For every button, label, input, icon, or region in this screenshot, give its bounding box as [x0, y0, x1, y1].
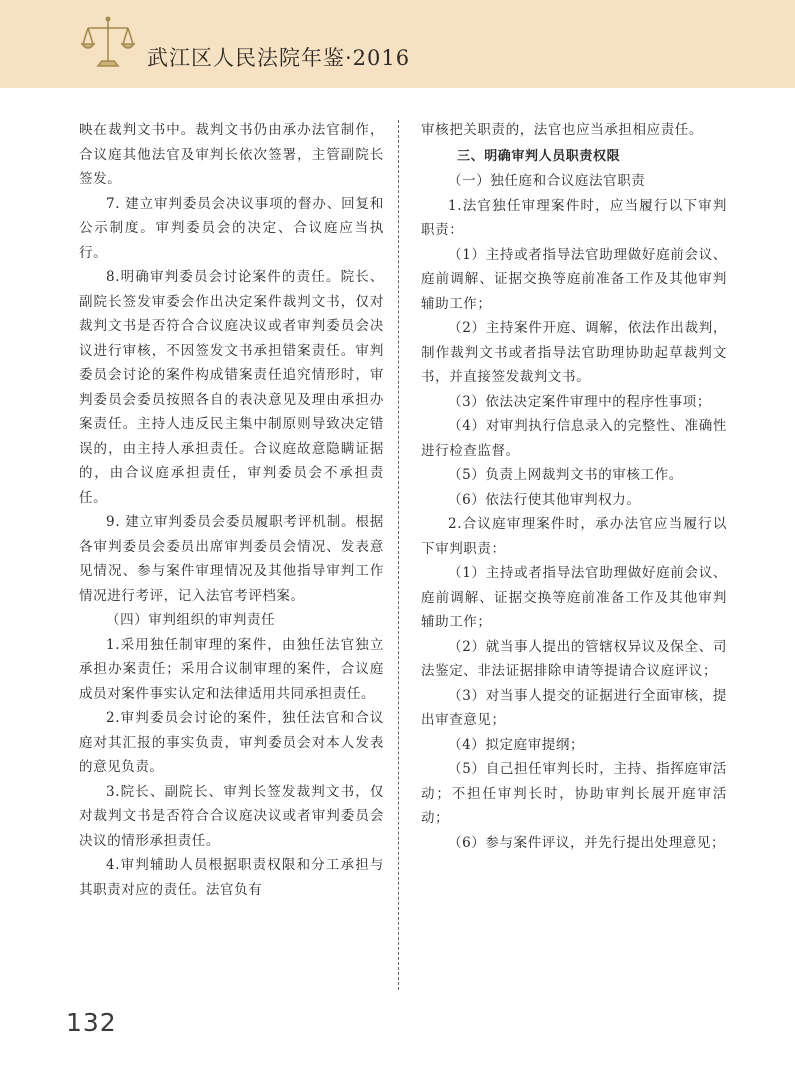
paragraph: （6）依法行使其他审判权力。: [448, 491, 641, 508]
paragraph: 映在裁判文书中。裁判文书仍由承办法官制作，合议庭其他法官及审判长依次签署，主管副院长签发。: [79, 122, 384, 187]
paragraph: 1.采用独任制审理的案件，由独任法官独立承担办案责任；采用合议制审理的案件，合议庭成员对案件事实认定和法律适用共同承担责任。: [79, 636, 384, 702]
paragraph: 审核把关职责的，法官也应当承担相应责任。: [421, 122, 703, 138]
paragraph: （5）负责上网裁判文书的审核工作。: [448, 467, 683, 483]
paragraph: （5）自己担任审判长时，主持、指挥庭审活动；不担任审判长时，协助审判长展开庭审活动；: [421, 761, 727, 826]
paragraph: 4.审判辅助人员根据职责权限和分工承担与其职责对应的责任。法官负有: [79, 857, 384, 898]
page-number: 132: [66, 1008, 117, 1037]
column-divider: [398, 120, 399, 990]
paragraph: （3）对当事人提交的证据进行全面审核，提出审查意见；: [421, 687, 727, 728]
paragraph: （1）主持或者指导法官助理做好庭前会议、庭前调解、证据交换等庭前准备工作及其他审判辅助工作；: [421, 565, 727, 630]
paragraph: （四）审判组织的审判责任: [106, 612, 276, 628]
paragraph: （3）依法决定案件审理中的程序性事项；: [448, 393, 711, 410]
paragraph: 3.院长、副院长、审判长签发裁判文书，仅对裁判文书是否符合合议庭决议或者审判委员会决议的情形承担责任。: [79, 783, 384, 849]
right-column: [421, 118, 727, 855]
paragraph: （一）独任庭和合议庭法官职责: [448, 173, 646, 189]
section-heading: 三、明确审判人员职责权限: [457, 148, 621, 164]
paragraph: （2）主持案件开庭、调解，依法作出裁判，制作裁判文书或者指导法官助理协助起草裁判文书，并直接签发裁判文书。: [421, 320, 727, 385]
paragraph: 9. 建立审判委员会委员履职考评机制。根据各审判委员会委员出席审判委员会情况、发表意见情况、参与案件审理情况及其他指导审判工作情况进行考评，记入法官考评档案。: [79, 514, 384, 604]
paragraph: （6）参与案件评议，并先行提出处理意见；: [448, 834, 726, 851]
paragraph: 2.合议庭审理案件时，承办法官应当履行以下审判职责：: [421, 516, 727, 557]
paragraph: 7. 建立审判委员会决议事项的督办、回复和公示制度。审判委员会的决定、合议庭应当执行。: [79, 195, 384, 261]
scales-of-justice-icon: [80, 14, 136, 72]
paragraph: （1）主持或者指导法官助理做好庭前会议、庭前调解、证据交换等庭前准备工作及其他审判辅助工作；: [421, 246, 727, 312]
paragraph: 2.审判委员会讨论的案件，独任法官和合议庭对其汇报的事实负责，审判委员会对本人发表的意见负责。: [79, 710, 384, 775]
page-header: [0, 0, 795, 88]
paragraph: 8.明确审判委员会讨论案件的责任。院长、副院长签发审委会作出决定案件裁判文书，仅对裁判文书是否符合合议庭决议或者审判委员会决议进行审核，不因签发文书承担错案责任。审判委员会讨论的案件构成错案责任追究情形时，审判委员会委员按照各自的表决意见及理由承担办案责任。主持人违反民主集中制原则导致决定错误的，由主持人承担责任。合议庭故意隐瞒证据的，由合议庭承担责任，审判委员会不承担责任。: [79, 269, 384, 506]
paragraph: （4）对审判执行信息录入的完整性、准确性进行检查监督。: [421, 418, 727, 459]
paragraph: （2）就当事人提出的管辖权异议及保全、司法鉴定、非法证据排除申请等提请合议庭评议；: [421, 638, 727, 679]
paragraph: （4）拟定庭审提纲；: [448, 736, 585, 753]
left-column: [79, 118, 384, 902]
paragraph: 1.法官独任审理案件时，应当履行以下审判职责：: [421, 197, 727, 238]
yearbook-title: 武江区人民法院年鉴·2016: [147, 46, 411, 70]
